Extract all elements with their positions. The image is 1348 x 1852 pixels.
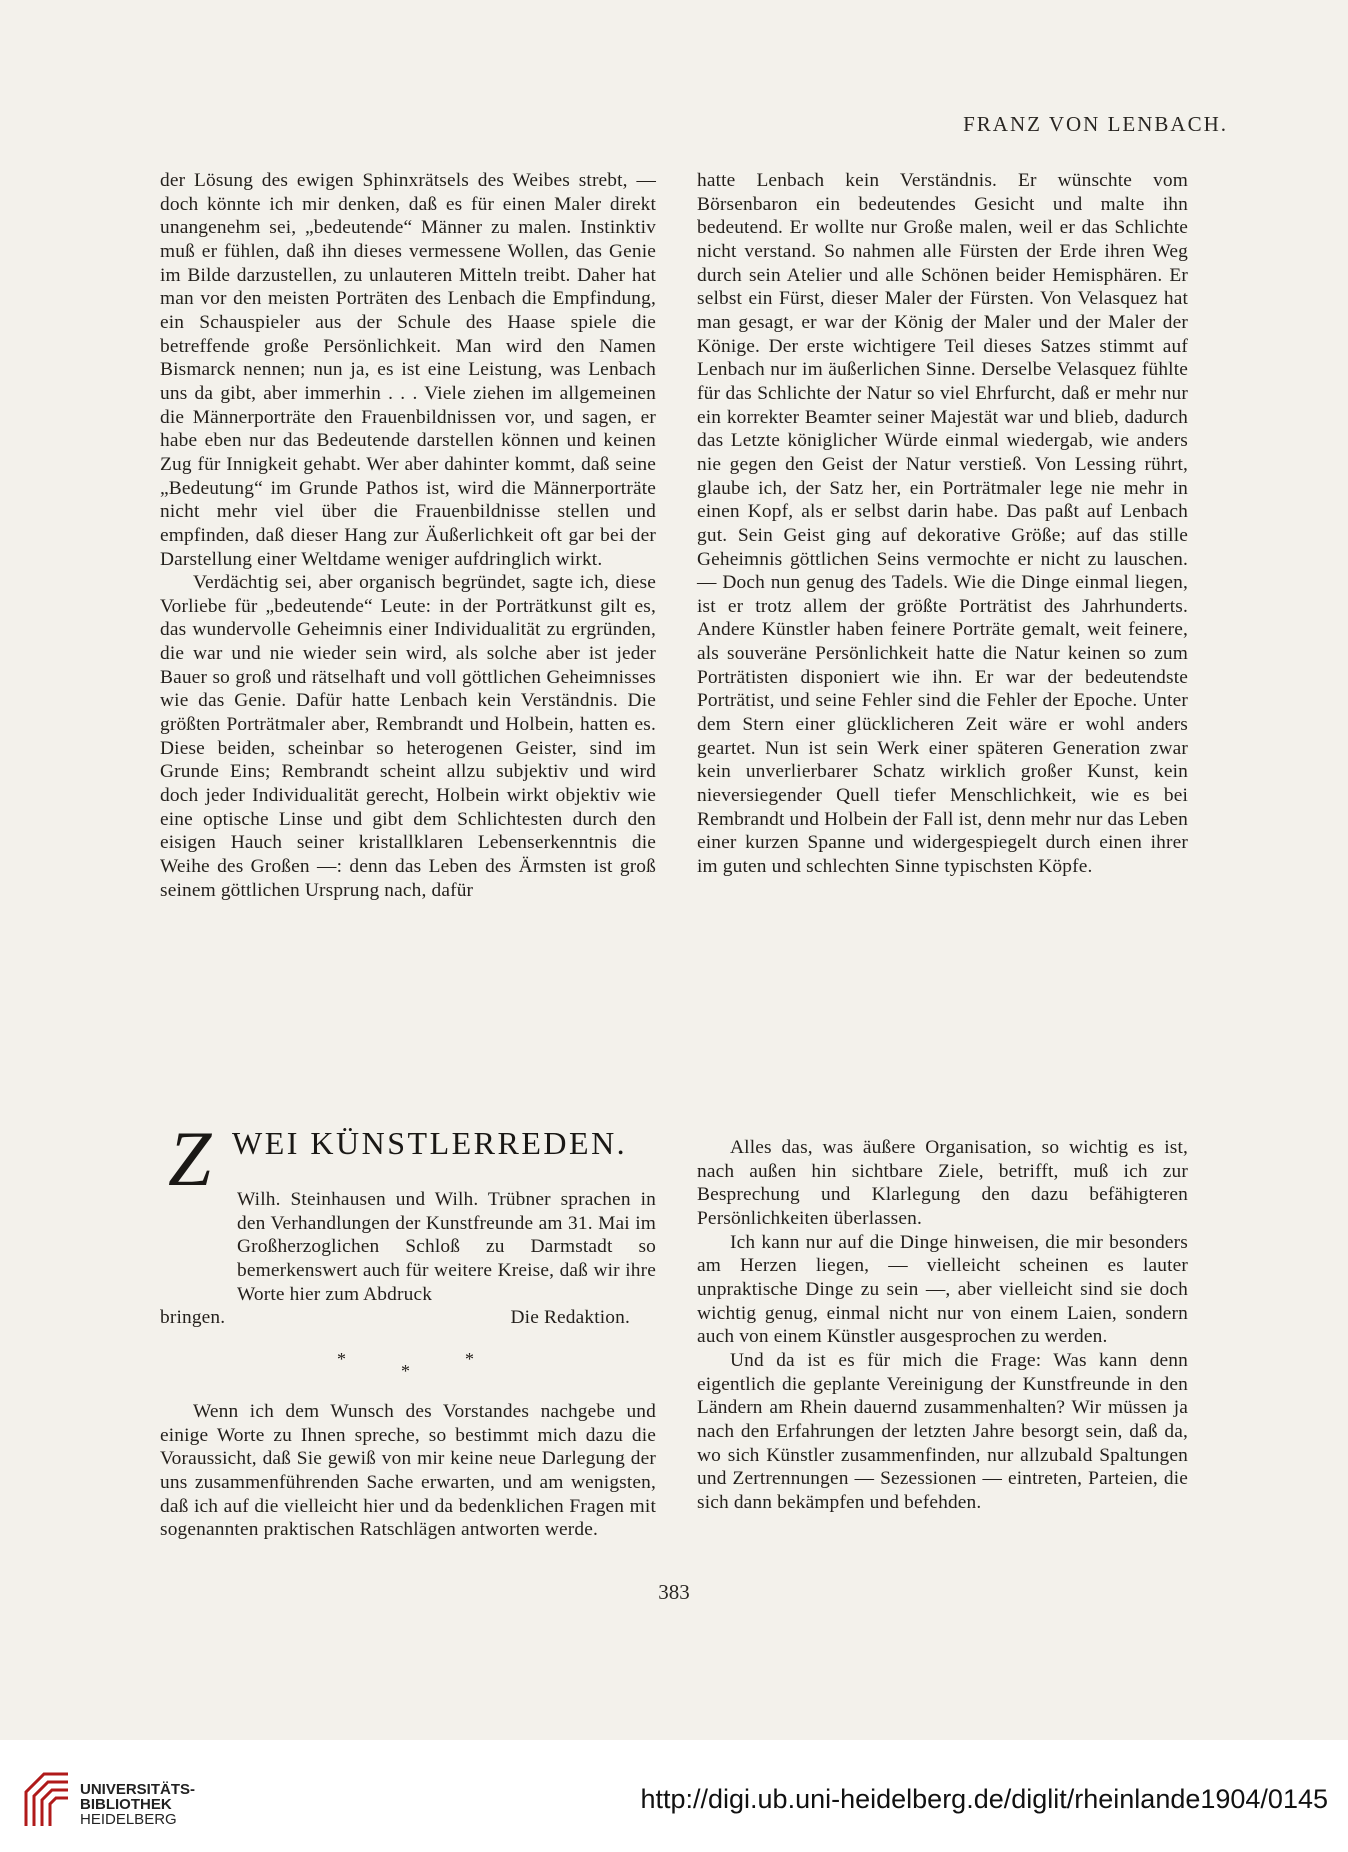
heading-text: WEI KÜNSTLERREDEN. — [232, 1125, 628, 1161]
library-name-line: BIBLIOTHEK — [80, 1796, 172, 1813]
article2-column-left — [160, 1115, 656, 1542]
running-head: FRANZ VON LENBACH. — [963, 112, 1228, 136]
paragraph: hatte Lenbach kein Verständnis. Er wünschte vom Börsenbaron ein bedeutendes Gesicht und malte ihn bedeutend. Er wollte nur Große malen, weil er das Schlichte nicht verstand. So nahmen alle Fürsten der Erde ihren Weg durch sein Atelier und alle Schönen beider Hemisphären. Er selbst ein Fürst, dieser Maler der Fürsten. Von Velasquez hat man gesagt, er war der König der Maler und der Maler der Könige. Der erste wichtigere Teil dieses Satzes stimmt auf Lenbach nur im äußerlichen Sinne. Derselbe Velasquez fühlte für das Schlichte der Natur so viel Ehrfurcht, daß er mehr nur ein korrekter Beamter seiner Majestät war und blieb, dadurch das Letzte königlicher Würde einmal wiedergab, wie anders nie gegen den Geist der Natur verstieß. Von Lessing rührt, glaube ich, der Satz her, ein Porträtmaler lege nie mehr in einen Kopf, als er selbst darin habe. Das paßt auf Lenbach gut. Sein Geist ging auf dekorative Größe; auf das stille Geheimnis göttlichen Seins vermochte er nicht zu lauschen. — Doch nun genug des Tadels. Wie die Dinge einmal liegen, ist er trotz allem der größte Porträtist des Jahrhunderts. Andere Künstler haben feinere Porträte gemalt, weit feinere, als souveräne Persönlichkeit hatte die Natur keinen so zum Porträtisten disponiert wie ihn. Er war der bedeutendste Porträtist, und seine Fehler sind die Fehler der Epoche. Unter dem Stern einer glücklicheren Zeit wäre er wohl anders geartet. Nun ist sein Werk einer späteren Generation zwar kein unverlierbarer Schatz wirklich großer Kunst, kein nieversiegender Quell tiefer Menschlichkeit, wie es bei Rembrandt und Holbein der Fall ist, denn mehr nur das Leben einer kurzen Spanne und widergespiegelt durch einen ihrer im guten und schlechten Sinne typischsten Köpfe. — [697, 170, 1188, 878]
library-name — [80, 1782, 195, 1827]
intro-signature-line — [160, 1306, 656, 1330]
library-name-line: UNIVERSITÄTS- — [80, 1781, 196, 1798]
paragraph: Und da ist es für mich die Frage: Was kann denn eigentlich die geplante Vereinigung der Kunstfreunde in den Ländern am Rhein dauernd zusammenhalten? Wir müssen ja nach den Erfahrungen der letzten Jahre besorgt sein, daß da, wo sich Künstler zusammenfinden, nur allzubald Spaltungen und Zertrennungen — Sezessionen — eintreten, Parteien, die sich dann bekämpfen und befehden. — [697, 1349, 1188, 1513]
divider-star: * — [465, 1348, 475, 1369]
article1-column-right — [697, 169, 1188, 879]
divider-star: * — [337, 1348, 347, 1369]
intro-paragraph: Wilh. Steinhausen und Wilh. Trübner sprachen in den Verhandlungen der Kunstfreunde am 31. Mai im Großherzoglichen Schloß zu Darmstadt so bemerkenswert auch für weitere Kreise, daß wir ihre Worte hier zum Abdruck — [237, 1189, 656, 1305]
article1-column-left — [160, 169, 656, 902]
article2-column-right — [697, 1136, 1188, 1515]
paragraph: der Lösung des ewigen Sphinxrätsels des Weibes strebt, — doch könnte ich mir denken, daß es für einen Maler direkt unangenehm sei, „bedeutende“ Männer zu malen. Instinktiv muß er fühlen, daß ihn dieses vermessene Wollen, das Genie im Bilde darzustellen, zu unlauteren Mitteln treibt. Daher hat man vor den meisten Porträten des Lenbach die Empfindung, ein Schauspieler aus der Schule des Haase spiele die betreffende große Persönlichkeit. Man wird den Namen Bismarck nennen; nun ja, es ist eine Leistung, was Lenbach uns da gibt, aber immerhin . . . Viele ziehen im allgemeinen die Männerporträte den Frauenbildnissen vor, und sagen, er habe eben nur das Bedeutende darstellen können und keinen Zug für Innigkeit gehabt. Wer aber dahinter kommt, daß seine „Bedeutung“ im Grunde Pathos ist, wird die Männerporträte nicht mehr viel über die Frauenbildnisse stellen und empfinden, daß dieser Hang zur Äußerlichkeit oft gar bei der Darstellung einer Weltdame weniger aufdringlich wirkt. — [160, 170, 656, 570]
paragraph: Verdächtig sei, aber organisch begründet, sagte ich, diese Vorliebe für „bedeutende“ Leute: in der Porträtkunst gilt es, das wundervolle Geheimnis einer Individualität zu ergründen, die war und nie wieder sein wird, als solche aber ist jeder Bauer so groß und rätselhaft und voll göttlichen Geheimnisses wie das Genie. Dafür hatte Lenbach kein Verständnis. Die größten Porträtmaler aber, Rembrandt und Holbein, hatten es. Diese beiden, scheinbar so heterogenen Geister, sind im Grunde Eins; Rembrandt scheint allzu subjektiv und wird doch jeder Individualität gerecht, Holbein wirkt objektiv wie eine optische Linse und gibt dem Schlichtesten durch den eisigen Hauch seiner kristallklaren Lebenserkenntnis die Weihe des Großen —: denn das Leben des Ärmsten ist groß seinem göttlichen Ursprung nach, dafür — [160, 572, 656, 901]
library-logo-icon — [22, 1768, 72, 1830]
source-url-link[interactable]: http://digi.ub.uni-heidelberg.de/diglit/rheinlande1904/0145 — [640, 1784, 1328, 1814]
paragraph: Wenn ich dem Wunsch des Vorstandes nachgebe und einige Worte zu Ihnen spreche, so bestimmt mich dazu die Voraussicht, daß Sie gewiß von mir keine neue Darlegung der uns zusammenführenden Sache erwarten, und am wenigsten, daß ich auf die vielleicht hier und da bedenklichen Fragen mit sogenannten praktischen Ratschlägen antworten werde. — [160, 1400, 656, 1541]
library-name-line: HEIDELBERG — [80, 1811, 177, 1828]
article-heading — [160, 1115, 656, 1202]
section-divider-stars — [160, 1342, 656, 1390]
heading-initial: Z — [168, 1115, 212, 1202]
editor-signature: Die Redaktion. — [510, 1307, 630, 1329]
library-footer — [0, 1740, 1348, 1852]
divider-star: * — [401, 1360, 411, 1381]
intro-last-word: bringen. — [160, 1307, 226, 1329]
paragraph: Alles das, was äußere Organisation, so wichtig es ist, nach außen hin sichtbare Ziele, betrifft, muß ich zur Besprechung und Klarlegung den dazu befähigteren Persönlichkeiten überlassen. — [697, 1137, 1188, 1229]
page-number: 383 — [658, 1580, 690, 1604]
paragraph: Ich kann nur auf die Dinge hinweisen, die mir besonders am Herzen liegen, — vielleicht scheinen es lauter unpraktische Dinge zu sein —, aber vielleicht sind sie doch wichtig genug, einmal nicht nur von einem Laien, sondern auch von einem Künstler ausgesprochen zu werden. — [697, 1231, 1188, 1348]
